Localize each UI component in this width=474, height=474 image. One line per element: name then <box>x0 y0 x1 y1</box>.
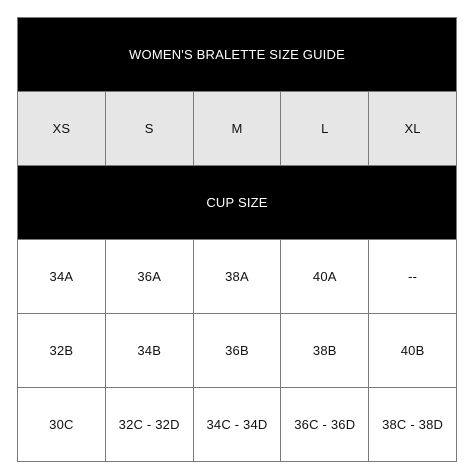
cup-row-a <box>18 240 457 314</box>
size-guide-title: WOMEN'S BRALETTE SIZE GUIDE <box>18 18 457 92</box>
cup-cell: 40B <box>369 314 457 388</box>
cup-cell: 34A <box>18 240 106 314</box>
size-guide-table <box>17 17 457 462</box>
cup-cell: 38B <box>281 314 369 388</box>
cup-cell: 36A <box>105 240 193 314</box>
size-cell-s: S <box>105 92 193 166</box>
cup-row-b <box>18 314 457 388</box>
cup-cell: 38A <box>193 240 281 314</box>
cup-heading-row <box>18 166 457 240</box>
cup-cell: 36C - 36D <box>281 388 369 462</box>
cup-cell: 32C - 32D <box>105 388 193 462</box>
size-cell-m: M <box>193 92 281 166</box>
cup-cell: 40A <box>281 240 369 314</box>
size-cell-l: L <box>281 92 369 166</box>
cup-cell: 34C - 34D <box>193 388 281 462</box>
cup-cell: 32B <box>18 314 106 388</box>
cup-cell: -- <box>369 240 457 314</box>
title-row <box>18 18 457 92</box>
cup-cell: 38C - 38D <box>369 388 457 462</box>
cup-cell: 36B <box>193 314 281 388</box>
size-cell-xs: XS <box>18 92 106 166</box>
size-row <box>18 92 457 166</box>
size-cell-xl: XL <box>369 92 457 166</box>
cup-size-heading: CUP SIZE <box>18 166 457 240</box>
cup-cell: 30C <box>18 388 106 462</box>
cup-row-c <box>18 388 457 462</box>
cup-cell: 34B <box>105 314 193 388</box>
